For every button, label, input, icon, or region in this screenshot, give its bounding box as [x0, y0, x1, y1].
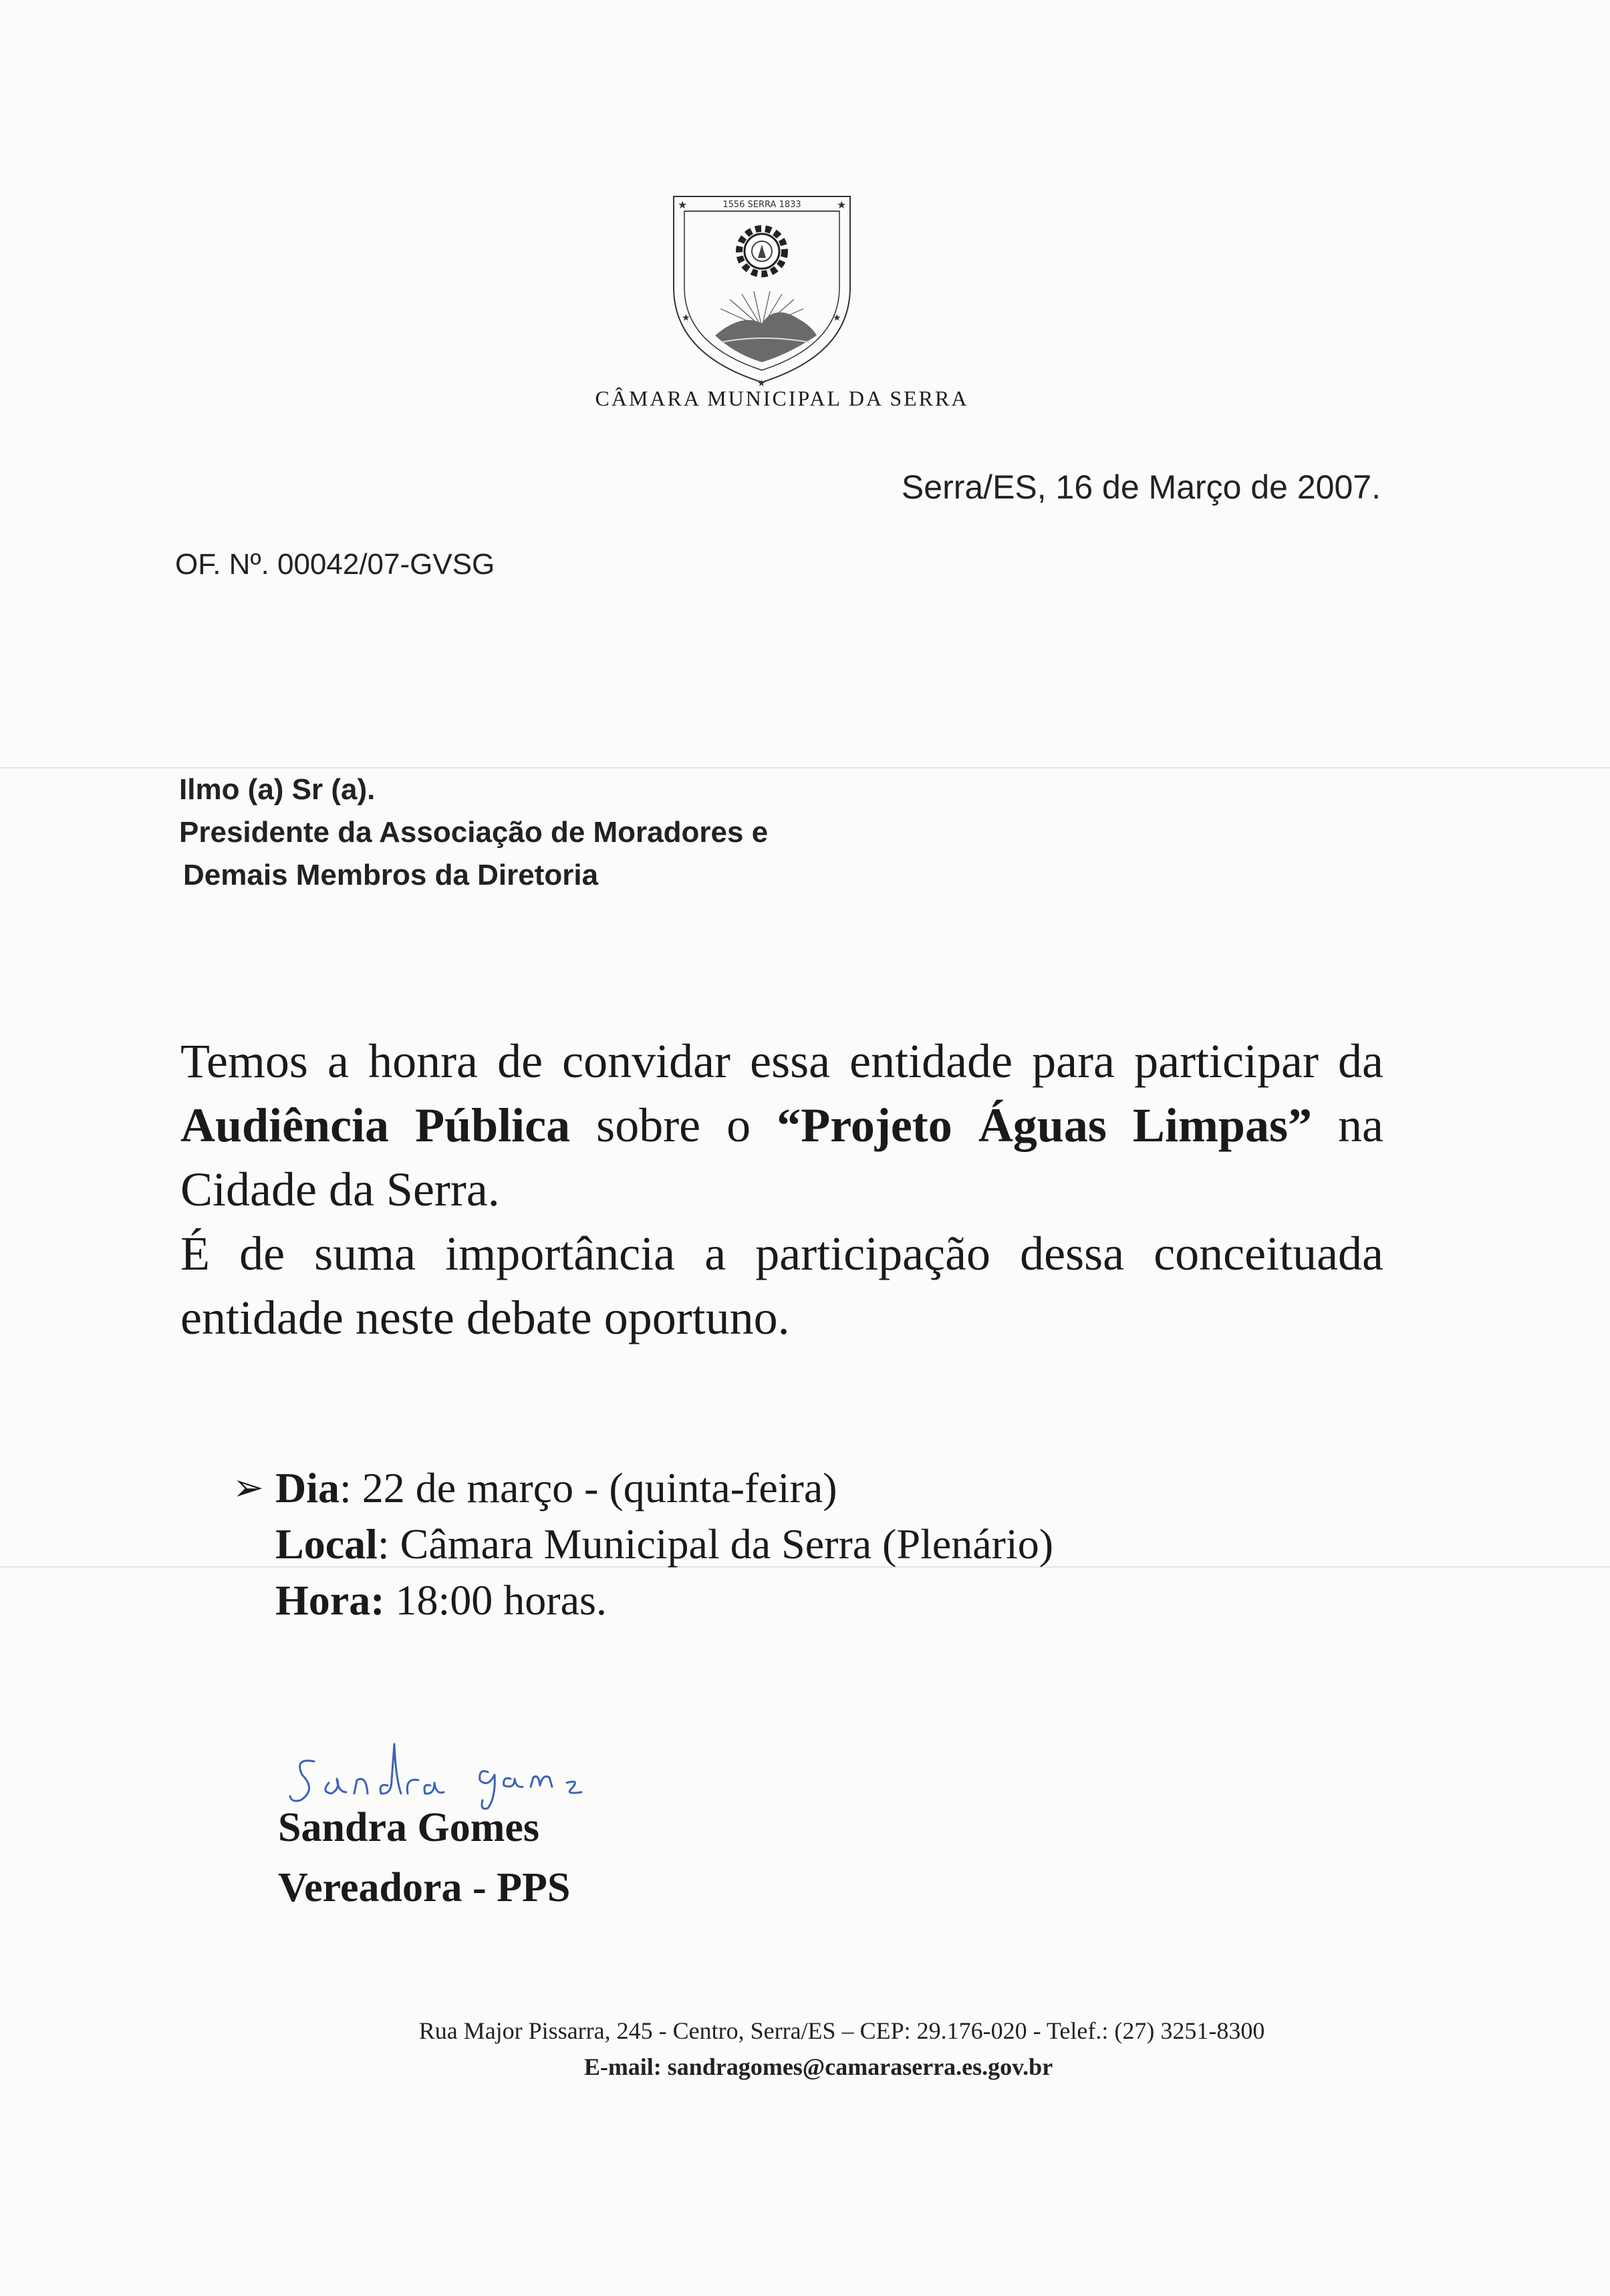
- addressee-line: Demais Membros da Diretoria: [183, 859, 599, 891]
- event-day: Dia: 22 de março - (quinta-feira): [275, 1464, 837, 1512]
- event-time: Hora: 18:00 horas.: [275, 1576, 607, 1624]
- event-location: Local: Câmara Municipal da Serra (Plenário): [275, 1520, 1054, 1568]
- svg-text:★: ★: [833, 313, 841, 323]
- addressee-block: [179, 768, 768, 897]
- body-paragraph: É de suma importância a participação dessa conceituada entidade neste debate oportuno.: [180, 1227, 1383, 1344]
- footer-email: E-mail: sandragomes@camaraserra.es.gov.br: [583, 2053, 1053, 2080]
- svg-text:★: ★: [678, 200, 688, 211]
- svg-text:1556 SERRA 1833: 1556 SERRA 1833: [722, 200, 801, 210]
- letter-body: [180, 1029, 1383, 1350]
- svg-text:★: ★: [757, 379, 766, 388]
- arrow-bullet-icon: ➢: [233, 1467, 264, 1509]
- footer-address: Rua Major Pissarra, 245 - Centro, Serra/ES – CEP: 29.176-020 - Telef.: (27) 3251-8300: [418, 2017, 1265, 2044]
- svg-text:★: ★: [682, 313, 690, 323]
- svg-text:★: ★: [837, 200, 847, 211]
- signer-title: Vereadora - PPS: [278, 1865, 571, 1910]
- signer-name: Sandra Gomes: [278, 1805, 539, 1850]
- addressee-line: Ilmo (a) Sr (a).: [179, 773, 376, 806]
- municipal-crest: [668, 187, 855, 388]
- office-number: OF. Nº. 00042/07-GVSG: [175, 548, 495, 581]
- addressee-line: Presidente da Associação de Moradores e: [179, 816, 769, 849]
- organization-name: CÂMARA MUNICIPAL DA SERRA: [595, 386, 969, 410]
- event-details: [233, 1460, 1053, 1628]
- date-line: Serra/ES, 16 de Março de 2007.: [901, 468, 1381, 506]
- footer: [0, 2013, 1610, 2085]
- signer-block: [278, 1798, 570, 1918]
- body-paragraph: Temos a honra de convidar essa entidade para participar da Audiência Pública sobre o “Projeto Águas Limpas” na Cidade da Serra.: [180, 1034, 1383, 1216]
